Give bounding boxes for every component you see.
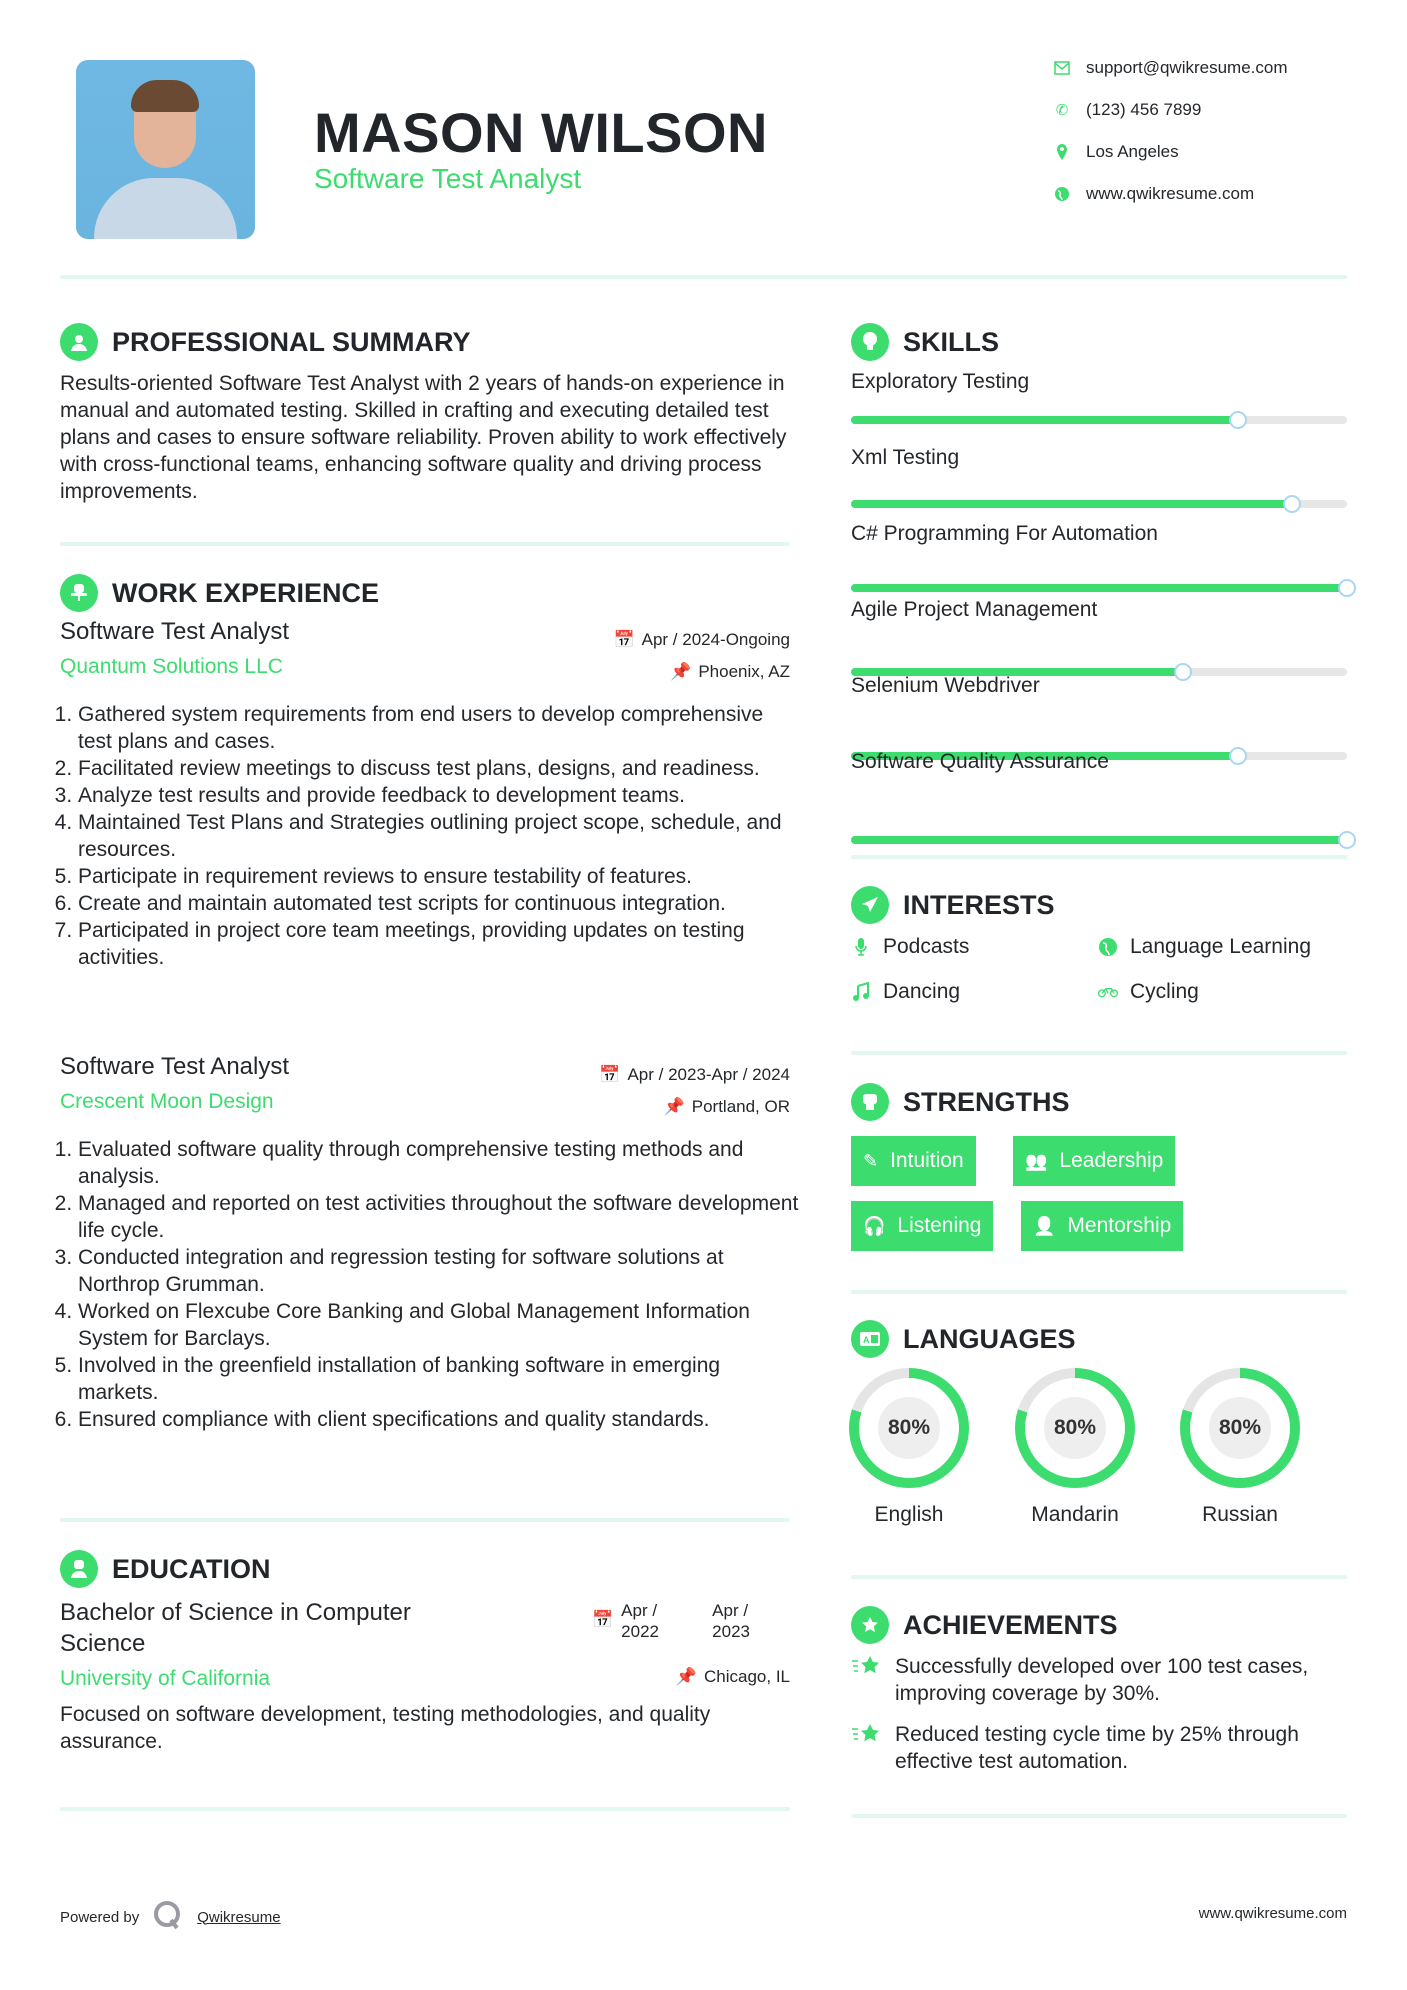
education-dates bbox=[592, 1600, 767, 1642]
skill-level-bar bbox=[851, 836, 1347, 844]
skills-heading-text: SKILLS bbox=[903, 326, 1000, 357]
languages-heading bbox=[851, 1320, 1076, 1358]
section-divider bbox=[60, 1518, 790, 1522]
job-bullet: 5. Involved in the greenfield installation of banking software in emerging markets. bbox=[78, 1352, 800, 1406]
language-percent: 80% bbox=[1209, 1397, 1271, 1459]
calendar-icon: 📅 bbox=[613, 630, 635, 649]
strength-label: Listening bbox=[897, 1214, 982, 1237]
fist-icon bbox=[851, 1083, 889, 1121]
skill-level-fill bbox=[851, 416, 1238, 424]
interest-item bbox=[1098, 935, 1311, 959]
achievements-heading-text: ACHIEVEMENTS bbox=[903, 1609, 1118, 1640]
skill-level-knob bbox=[1229, 411, 1247, 429]
skill-level-bar bbox=[851, 500, 1347, 508]
interest-item bbox=[851, 980, 960, 1004]
languages-heading-text: LANGUAGES bbox=[903, 1323, 1076, 1354]
contact-website-text: www.qwikresume.com bbox=[1086, 184, 1255, 203]
job-location bbox=[670, 662, 790, 682]
section-divider bbox=[60, 542, 790, 546]
interest-label: Dancing bbox=[883, 980, 961, 1003]
interest-label: Podcasts bbox=[883, 935, 970, 958]
interest-item bbox=[851, 935, 969, 959]
strengths-heading bbox=[851, 1083, 1070, 1121]
powered-by-text: Powered by bbox=[60, 1908, 140, 1926]
job-dates bbox=[599, 1065, 790, 1085]
skill-level-fill bbox=[851, 500, 1292, 508]
footer-powered-by bbox=[60, 1900, 281, 1934]
strength-tag bbox=[1021, 1201, 1183, 1251]
job-bullet: 1. Gathered system requirements from end users to develop comprehensive test plans and cases. bbox=[78, 701, 800, 755]
skills-heading bbox=[851, 323, 999, 361]
strengths-heading-text: STRENGTHS bbox=[903, 1086, 1070, 1117]
skill-name: C# Programming For Automation bbox=[851, 522, 1158, 545]
skill-level-fill bbox=[851, 584, 1347, 592]
achievement-item bbox=[851, 1721, 1347, 1775]
globe-icon bbox=[1098, 937, 1118, 957]
globe-icon bbox=[1052, 184, 1072, 204]
magic-wand-icon: ✎ bbox=[863, 1150, 879, 1171]
interests-heading bbox=[851, 886, 1055, 924]
star-icon bbox=[851, 1721, 885, 1775]
music-note-icon bbox=[851, 982, 871, 1002]
section-divider bbox=[851, 1575, 1347, 1579]
achievement-item bbox=[851, 1653, 1347, 1707]
school: University of California bbox=[60, 1667, 271, 1690]
job-bullet: 3. Conducted integration and regression testing for software solutions at Northrop Grumman. bbox=[78, 1244, 800, 1298]
job-bullet: 5. Participate in requirement reviews to ensure testability of features. bbox=[78, 863, 800, 890]
skill-level-knob bbox=[1338, 579, 1356, 597]
achievements-heading bbox=[851, 1606, 1118, 1644]
summary-heading bbox=[60, 323, 471, 361]
job-bullet: 6. Ensured compliance with client specifications and quality standards. bbox=[78, 1406, 800, 1433]
group-icon: 👥 bbox=[1025, 1150, 1048, 1171]
user-plus-icon: 👤 bbox=[1033, 1215, 1056, 1236]
job-bullet: 4. Maintained Test Plans and Strategies outlining project scope, schedule, and resources. bbox=[78, 809, 800, 863]
education-heading-text: EDUCATION bbox=[112, 1553, 271, 1584]
job-title: Software Test Analyst bbox=[60, 1053, 290, 1080]
footer-website[interactable]: www.qwikresume.com bbox=[1198, 1905, 1347, 1922]
summary-text: Results-oriented Software Test Analyst with 2 years of hands-on experience in manual and automated testing. Skilled in crafting and executing detailed test plans and cases to ensure software reliability. Proven ability to work effectively with cross-functional teams, enhancing software quality and driving process improvements. bbox=[60, 372, 787, 503]
star-icon bbox=[851, 1653, 885, 1707]
user-icon bbox=[60, 323, 98, 361]
skill-level-fill bbox=[851, 836, 1347, 844]
contact-location bbox=[1052, 142, 1179, 162]
interest-label: Language Learning bbox=[1130, 935, 1312, 958]
contact-location-text: Los Angeles bbox=[1086, 142, 1179, 161]
interest-label: Cycling bbox=[1130, 980, 1199, 1003]
strength-label: Mentorship bbox=[1067, 1214, 1172, 1237]
qwikresume-logo-icon bbox=[153, 1900, 183, 1934]
job-location bbox=[664, 1097, 790, 1117]
strength-tag bbox=[1013, 1136, 1175, 1186]
map-pin-icon bbox=[1052, 142, 1072, 162]
education-location bbox=[676, 1667, 790, 1687]
strength-tag bbox=[851, 1201, 993, 1251]
job-bullet: 4. Worked on Flexcube Core Banking and Global Management Information System for Barclays. bbox=[78, 1298, 800, 1352]
job-bullet: 2. Facilitated review meetings to discuss test plans, designs, and readiness. bbox=[78, 755, 800, 782]
strength-tag bbox=[851, 1136, 976, 1186]
candidate-name: MASON WILSON bbox=[314, 101, 768, 164]
degree: Bachelor of Science in Computer Science bbox=[60, 1599, 411, 1657]
skill-level-knob bbox=[1283, 495, 1301, 513]
job-bullet: 1. Evaluated software quality through comprehensive testing methods and analysis. bbox=[78, 1136, 800, 1190]
interests-heading-text: INTERESTS bbox=[903, 889, 1055, 920]
summary-heading-text: PROFESSIONAL SUMMARY bbox=[112, 326, 471, 357]
pushpin-icon: 📌 bbox=[663, 1097, 685, 1116]
strength-label: Leadership bbox=[1059, 1149, 1164, 1172]
education-heading bbox=[60, 1550, 271, 1588]
job-bullet: 7. Participated in project core team meetings, providing updates on testing activities. bbox=[78, 917, 800, 971]
education-start: Apr / 2022 bbox=[621, 1601, 659, 1641]
language-proficiency-ring bbox=[1180, 1368, 1300, 1488]
job-dates-text: Apr / 2024-Ongoing bbox=[641, 630, 790, 649]
candidate-title: Software Test Analyst bbox=[314, 163, 582, 194]
skill-level-bar bbox=[851, 416, 1347, 424]
language-name: Mandarin bbox=[1031, 1503, 1119, 1526]
microphone-icon bbox=[851, 937, 871, 957]
contact-website[interactable] bbox=[1052, 184, 1254, 204]
header-divider bbox=[60, 275, 1347, 279]
education-location-text: Chicago, IL bbox=[704, 1667, 790, 1686]
qwikresume-link[interactable]: Qwikresume bbox=[197, 1908, 281, 1926]
pushpin-icon: 📌 bbox=[675, 1667, 697, 1686]
profile-photo bbox=[76, 60, 255, 239]
star-badge-icon bbox=[851, 1606, 889, 1644]
pushpin-icon: 📌 bbox=[670, 662, 692, 681]
skill-name: Agile Project Management bbox=[851, 598, 1098, 621]
education-end: Apr / 2023 bbox=[712, 1601, 750, 1641]
achievement-text: Successfully developed over 100 test cases, improving coverage by 30%. bbox=[895, 1655, 1309, 1705]
lightbulb-icon bbox=[851, 323, 889, 361]
job-location-text: Portland, OR bbox=[691, 1097, 790, 1116]
section-divider bbox=[60, 1807, 790, 1811]
language-proficiency-ring bbox=[849, 1368, 969, 1488]
education-description: Focused on software development, testing methodologies, and quality assurance. bbox=[60, 1703, 711, 1753]
language-proficiency-ring bbox=[1015, 1368, 1135, 1488]
job-bullets bbox=[60, 1136, 800, 1433]
contact-email-text: support@qwikresume.com bbox=[1086, 58, 1288, 77]
section-divider bbox=[851, 1814, 1347, 1818]
skill-name: Xml Testing bbox=[851, 446, 960, 469]
skill-level-knob bbox=[1174, 663, 1192, 681]
achievement-text: Reduced testing cycle time by 25% through effective test automation. bbox=[895, 1723, 1299, 1773]
skill-level-knob bbox=[1229, 747, 1247, 765]
company-name: Crescent Moon Design bbox=[60, 1090, 274, 1113]
skill-name: Selenium Webdriver bbox=[851, 674, 1040, 697]
language-name: English bbox=[874, 1503, 944, 1526]
job-dates bbox=[613, 630, 790, 650]
job-dates-text: Apr / 2023-Apr / 2024 bbox=[627, 1065, 790, 1084]
job-location-text: Phoenix, AZ bbox=[698, 662, 790, 681]
company-name: Quantum Solutions LLC bbox=[60, 655, 283, 678]
experience-heading-text: WORK EXPERIENCE bbox=[112, 577, 380, 608]
section-divider bbox=[851, 855, 1347, 859]
skill-name: Exploratory Testing bbox=[851, 370, 1030, 393]
language-percent: 80% bbox=[878, 1397, 940, 1459]
job-bullets bbox=[60, 701, 800, 971]
language-percent: 80% bbox=[1044, 1397, 1106, 1459]
contact-phone-text: (123) 456 7899 bbox=[1086, 100, 1202, 119]
bicycle-icon bbox=[1098, 983, 1118, 1001]
graduate-icon bbox=[60, 1550, 98, 1588]
strength-label: Intuition bbox=[890, 1149, 964, 1172]
translate-icon bbox=[851, 1320, 889, 1358]
experience-heading bbox=[60, 574, 379, 612]
skill-name: Software Quality Assurance bbox=[851, 750, 1109, 773]
job-title: Software Test Analyst bbox=[60, 618, 290, 645]
paper-plane-icon bbox=[851, 886, 889, 924]
phone-icon: ✆ bbox=[1055, 102, 1069, 119]
skill-level-knob bbox=[1338, 831, 1356, 849]
job-bullet: 3. Analyze test results and provide feedback to development teams. bbox=[78, 782, 800, 809]
job-bullet: 2. Managed and reported on test activities throughout the software development life cycle. bbox=[78, 1190, 800, 1244]
svg-text:A: A bbox=[863, 1335, 870, 1345]
contact-email[interactable] bbox=[1052, 58, 1288, 78]
language-name: Russian bbox=[1202, 1503, 1278, 1526]
job-bullet: 6. Create and maintain automated test scripts for continuous integration. bbox=[78, 890, 800, 917]
office-chair-icon bbox=[60, 574, 98, 612]
headphones-icon: 🎧 bbox=[863, 1215, 886, 1236]
section-divider bbox=[851, 1051, 1347, 1055]
interest-item bbox=[1098, 980, 1199, 1004]
envelope-icon bbox=[1052, 58, 1072, 78]
contact-phone[interactable] bbox=[1052, 100, 1201, 120]
skill-level-bar bbox=[851, 584, 1347, 592]
section-divider bbox=[851, 1290, 1347, 1294]
calendar-icon: 📅 bbox=[599, 1065, 621, 1084]
calendar-icon: 📅 bbox=[592, 1610, 614, 1629]
